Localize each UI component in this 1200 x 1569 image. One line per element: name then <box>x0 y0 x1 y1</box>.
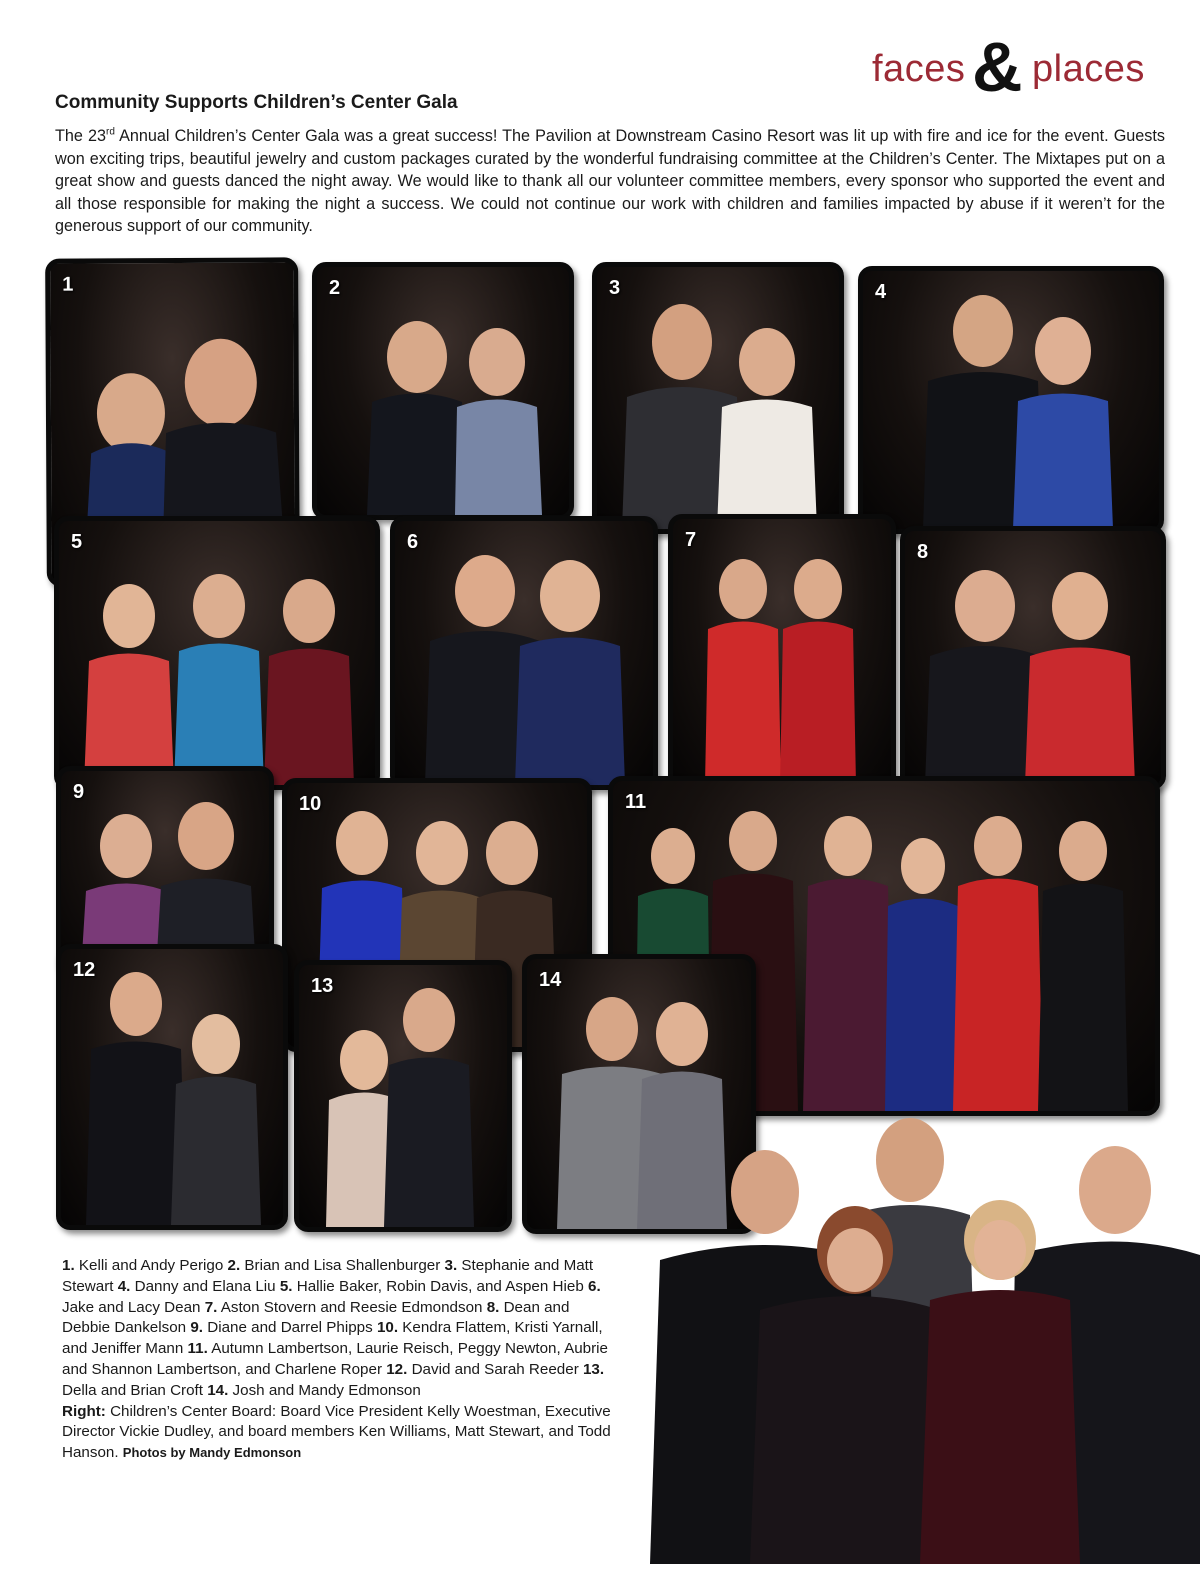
photo-9-people <box>61 771 269 971</box>
logo-word-faces: faces <box>872 48 966 90</box>
photo-8 <box>900 526 1166 790</box>
right-caption-label: Right: <box>62 1402 106 1420</box>
photo-12 <box>56 944 288 1230</box>
photo-6 <box>390 516 658 790</box>
logo-ampersand: & <box>972 28 1023 106</box>
photo-7 <box>668 514 896 790</box>
photo-3 <box>592 262 844 534</box>
photo-number: 8 <box>917 541 929 563</box>
photo-3-people <box>597 267 839 529</box>
logo-word-places: places <box>1032 48 1145 90</box>
photo-number: 11 <box>625 791 647 813</box>
photo-number: 1 <box>62 273 74 296</box>
photo-4 <box>858 266 1164 534</box>
photo-number: 2 <box>329 277 341 299</box>
photo-13-people <box>299 965 507 1227</box>
photo-4-people <box>863 271 1159 529</box>
photo-number: 14 <box>539 969 562 991</box>
article-intro: The 23rd Annual Children’s Center Gala was a great success! The Pavilion at Downstream Casino Resort was lit up with fire and ice for the event. Guests won exciting trips, beautiful jewelry and custom packages curated by the wonderful fundraising committee at the Children’s Center. The Mixtapes put on a great show and guests danced the night away. We would like to thank all our volunteer committee members, every sponsor who supported the event and all those responsible for making the night a success. We could not continue our work with children and families impacted by abuse if it weren’t for the generous support of our community. <box>55 126 1165 235</box>
photo-number: 7 <box>685 529 697 551</box>
photo-captions: 1. Kelli and Andy Perigo 2. Brian and Lisa Shallenburger 3. Stephanie and Matt Stewart 4. Danny and Elana Liu 5. Hallie Baker, Robin Davis, and Aspen Hieb 6. Jake and Lacy Dean 7. Aston Stovern and Reesie Edmondson 8. Dean and Debbie Dankelson 9. Diane and Darrel Phipps 10. Kendra Flattem, Kristi Yarnall, and Jeniffer Mann 11. Autumn Lambertson, Laurie Reisch, Peggy Newton, Aubrie and Shannon Lambertson, and Charlene Roper 12. David and Sarah Reeder 13. Della and Brian Croft 14. Josh and Mandy Edmonson Right: Children’s Center Board: Board Vice President Kelly Woestman, Executive Director Vickie Dudley, and board members Ken Williams, Matt Stewart, and Todd Hanson. Photos by Mandy Edmonson <box>62 1257 611 1462</box>
photo-number: 13 <box>311 975 334 997</box>
photo-number: 6 <box>407 531 419 553</box>
photo-13 <box>294 960 512 1232</box>
photo-2 <box>312 262 574 520</box>
photo-5-people <box>59 521 375 785</box>
photo-number: 10 <box>299 793 322 815</box>
photo-credit: Photos by Mandy Edmonson <box>122 1445 302 1461</box>
photo-number: 5 <box>71 531 83 553</box>
photo-6-people <box>395 521 653 785</box>
photo-12-people <box>61 949 283 1225</box>
photo-8-people <box>905 531 1161 785</box>
photo-number: 9 <box>73 781 85 803</box>
photo-5 <box>54 516 380 790</box>
faces-and-places-logo <box>872 28 1172 108</box>
photo-7-people <box>673 519 891 785</box>
right-caption-text: Children’s Center Board: Board Vice President Kelly Woestman, Executive Director Vickie Dudley, and board members Ken Williams, Matt Stewart, and Todd Hanson. <box>62 1402 611 1462</box>
photo-number: 3 <box>609 277 621 299</box>
photo-2-people <box>317 267 569 515</box>
photo-number: 4 <box>875 281 887 303</box>
board-group-photo <box>640 1110 1200 1564</box>
article-headline: Community Supports Children’s Center Gala <box>55 92 458 113</box>
board-group-people <box>640 1110 1200 1564</box>
photo-number: 12 <box>73 959 96 981</box>
